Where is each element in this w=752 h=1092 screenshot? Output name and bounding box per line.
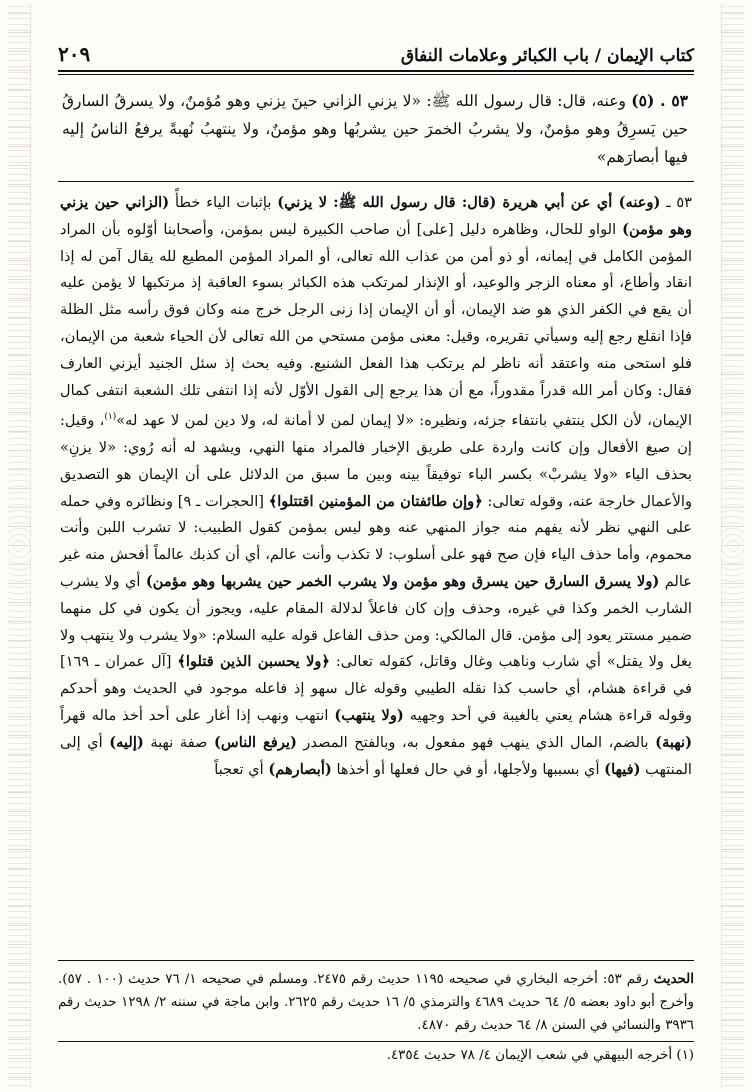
commentary-bold: (قال: قال رسول الله ﷺ: لا يزني) <box>277 194 497 211</box>
page-header <box>58 26 694 66</box>
hadith-text-block <box>58 75 694 179</box>
commentary-text: أي ولا يشرب الشارب الخمر وكذا في غيره، وحذف وإن كان فاعلاً لدلالة المقام عليه، ويجوز أن يكون في كل منهما ضمير مستتر يعود إلى مؤمن. قال المالكي: ومن حذف الفاعل قوله عليه السلام: «ولا يشرب ولا ينتهب ولا يغل ولا يقتل» أي شارب وناهب وغال وقاتل، كقوله تعالى: <box>60 573 692 671</box>
book-page <box>58 26 694 1063</box>
commentary-text: بإثبات الياء خطأً <box>169 194 278 211</box>
footnote-1 <box>58 1044 694 1067</box>
footnotes-block <box>58 968 694 1067</box>
footnote-text: رقم ٥٣: أخرجه البخاري في صحيحه ١١٩٥ حديث رقم ٢٤٧٥. ومسلم في صحيحه ١/ ٧٦ حديث (١٠٠ . ٥٧). وأخرج أبو داود بعضه ٥/ ٦٤ حديث ٤٦٨٩ والترمذي ٥/ ١٦ حديث رقم ٢٦٢٥. وابن ماجة في سننه ٢/ ١٢٩٨ حديث رقم ٣٩٣٦ والنسائي في السنن ٨/ ٦٤ حديث رقم ٤٨٧٠. <box>58 972 694 1033</box>
commentary-bold: (نهبة) <box>655 733 692 751</box>
commentary-text: صفة نهبة <box>143 733 215 751</box>
footnote-text: أخرجه البيهقي في شعب الإيمان ٤/ ٧٨ حديث ٤٣٥٤. <box>386 1048 673 1063</box>
hadith-number: ٥٣ . (٥) <box>631 91 688 110</box>
footnote-label: الحديث <box>653 971 694 987</box>
hadith-body: وعنه، قال: قال رسول الله ﷺ: «لا يزني الزاني حينَ يزني وهو مُؤمنٌ، ولا يسرقُ السارقُ حين يَسرِقُ وهو مؤمنٌ، ولا يشربُ الخمرَ حين يشربُها وهو مؤمنٌ، ولا ينتهبُ نُهبةً يرفعُ الناسُ إليه فيها أبصارَهم» <box>62 92 688 166</box>
commentary-text: (وعنه) أي عن أبي هريرة <box>496 194 661 211</box>
commentary-text: أي بسببها ولأجلها، أو في حال فعلها أو أخذها <box>331 760 605 778</box>
commentary-text: [آل عمران ـ ١٦٩] في قراءة هشام، أي حاسب كذا نقله الطيبي وقوله غال سهو إذ فاعله موجود في الحديث وهو أحدكم وقوله قراءة هشام يعني بالغيبة في أحد وجهيه <box>60 653 692 724</box>
commentary-bold: (إليه) <box>109 733 144 751</box>
page-border-right <box>721 4 744 1088</box>
commentary-text: الواو للحال، وظاهره دليل [على] أن صاحب الكبيرة ليس بمؤمن، وأصحابنا أوّلوه بأن المراد المؤمن الكامل في إيمانه، أو ذو أمن من عذاب الله تعالى، أو المراد المؤمن المطيع لله يقال آمن له إذا انقاد وأطاع، أو معناه الزجر والوعيد، أو الإنذار لمرتكب هذه الكبائر بسوء العاقبة إذ مرتكبها لا يؤمن عليه أن يقع في الكفر الذي هو ضد الإيمان، أو أن الإيمان إذا زنى الرجل خرج منه وكان فوق رأسه مثل الظلة فإذا انقلع رجع إليه وسيأتي تقريره، وقيل: معنى مؤمن مستحي من الله تعالى لأن الحياء شعبة من الإيمان، فلو استحى منه واعتقد أنه ناظر لم يرتكب هذا الفعل الشنيع. وفيه بحث إذ سئل الجنيد أيزني العارف فقال: وكان أمر الله قدراً مقدوراً، مع أن هذا يرجع إلى القول الأوّل لأنه إذا انتفى تلك الشعبة انتفى كمال الإيمان، لأن الكل ينتفي بانتفاء جزئه، ونظيره: «لا إيمان لمن لا أمانة له، ولا دين لمن لا عهد له» <box>60 220 693 430</box>
commentary-number: ٥٣ ـ <box>666 194 693 211</box>
commentary-text: أي إلى المنتهب <box>60 733 692 778</box>
page-border-left <box>8 4 31 1088</box>
running-title: كتاب الإيمان / باب الكبائر وعلامات النفاق <box>400 46 694 66</box>
commentary-bold: (فيها) <box>604 760 641 778</box>
commentary-bold: (يرفع الناس) <box>214 733 297 751</box>
commentary-text: بالضم، المال الذي ينهب فهو مفعول به، وبالفتح المصدر <box>296 733 656 751</box>
commentary-bold: (أبصارهم) <box>268 760 332 778</box>
footnote-reference: (١) <box>104 412 117 423</box>
commentary-block <box>58 182 694 783</box>
commentary-text: أي تعجباً <box>214 760 269 778</box>
commentary-text: ، وقيل: إن صيغ الأفعال وإن كانت واردة على طريق الإخبار فالمراد منها النهي، ويشهد له أنه رُوي: «لا يزنِ» بحذف الياء «ولا يشربْ» بكسر الباء توفيقاً بينه وبين ما سبق من الدلائل على أن الإيمان هو التصديق والأعمال خارجة عنه، وقوله تعالى: <box>60 412 693 510</box>
footnote-rule <box>58 960 694 961</box>
commentary-bold: (الزاني حين يزني وهو مؤمن) <box>60 194 692 238</box>
quran-quote: ﴿ولا يحسبن الذين قتلوا﴾ <box>177 653 330 671</box>
commentary-text: [الحجرات ـ ٩] ونظائره وفي حمله على النهي نظر لأنه يفهم منه جواز المنهي عنه وهو ليس بمؤمن كقول الطبيب: لا تشرب اللبن وأنت محموم، وأما حذف الياء فإن صح فهو على أسلوب: لا تكذب وأنت عالم، أي أن كذبك عالماً أفحش منه غير عالم <box>60 492 693 591</box>
page-number: ٢٠٩ <box>58 42 91 66</box>
commentary-bold: (ولا يسرق السارق حين يسرق وهو مؤمن ولا يشرب الخمر حين يشربها وهو مؤمن) <box>145 573 660 591</box>
hadith-source-note <box>58 968 694 1037</box>
footnote-number: (١) <box>676 1048 694 1063</box>
quran-quote: ﴿وإن طائفتان من المؤمنين اقتتلوا﴾ <box>268 492 483 510</box>
footnote-separator <box>58 1041 694 1042</box>
commentary-text: انتهب ونهب إذا أغار على أحد أخذ ماله قهراً <box>60 707 335 724</box>
commentary-paragraph <box>60 190 692 783</box>
commentary-bold: (ولا ينتهب) <box>334 707 404 724</box>
